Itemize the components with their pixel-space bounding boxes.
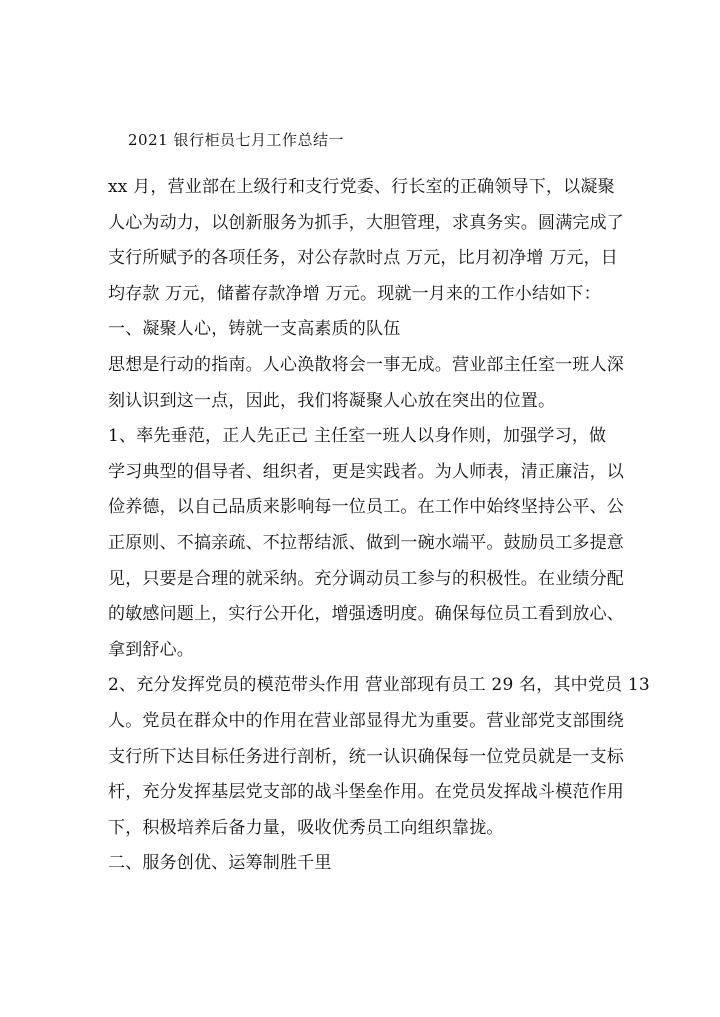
body-line: xx 月，营业部在上级行和支行党委、行长室的正确领导下，以凝聚 [108, 177, 615, 197]
body-line: 人。党员在群众中的作用在营业部显得尤为重要。营业部党支部围绕 [108, 710, 624, 731]
section-heading: 二、服务创优、运筹制胜千里 [108, 853, 332, 874]
body-line: 见，只要是合理的就采纳。充分调动员工参与的积极性。在业绩分配 [108, 568, 624, 589]
body-line: 人心为动力，以创新服务为抓手，大胆管理，求真务实。圆满完成了 [108, 212, 624, 233]
body-line: 杆，充分发挥基层党支部的战斗堡垒作用。在党员发挥战斗模范作用 [108, 782, 624, 803]
body-line: 支行所赋予的各项任务，对公存款时点 万元，比月初净增 万元，日 [108, 248, 619, 269]
body-line: 思想是行动的指南。人心涣散将会一事无成。营业部主任室一班人深 [108, 354, 624, 375]
body-line: 的敏感问题上，实行公开化，增强透明度。确保每位员工看到放心、 [108, 604, 624, 625]
body-line: 2、充分发挥党员的模范带头作用 营业部现有员工 29 名，其中党员 13 [108, 675, 650, 696]
section-heading: 一、凝聚人心，铸就一支高素质的队伍 [108, 319, 401, 340]
document-body [108, 170, 650, 882]
body-line: 学习典型的倡导者、组织者，更是实践者。为人师表，清正廉洁，以 [108, 461, 624, 482]
body-line: 刻认识到这一点，因此，我们将凝聚人心放在突出的位置。 [108, 390, 556, 411]
body-line: 拿到舒心。 [108, 639, 194, 660]
document-title: 2021 银行柜员七月工作总结一 [128, 131, 344, 149]
body-line: 俭养德，以自己品质来影响每一位员工。在工作中始终坚持公平、公 [108, 497, 624, 518]
body-line: 下，积极培养后备力量，吸收优秀员工向组织靠拢。 [108, 817, 504, 838]
body-line: 1、率先垂范，正人先正己 主任室一班人以身作则，加强学习，做 [108, 426, 607, 447]
body-line: 均存款 万元，储蓄存款净增 万元。现就一月来的工作小结如下： [108, 283, 601, 304]
body-line: 正原则、不搞亲疏、不拉帮结派、做到一碗水端平。鼓励员工多提意 [108, 532, 624, 553]
body-line: 支行所下达目标任务进行剖析，统一认识确保每一位党员就是一支标 [108, 746, 624, 767]
